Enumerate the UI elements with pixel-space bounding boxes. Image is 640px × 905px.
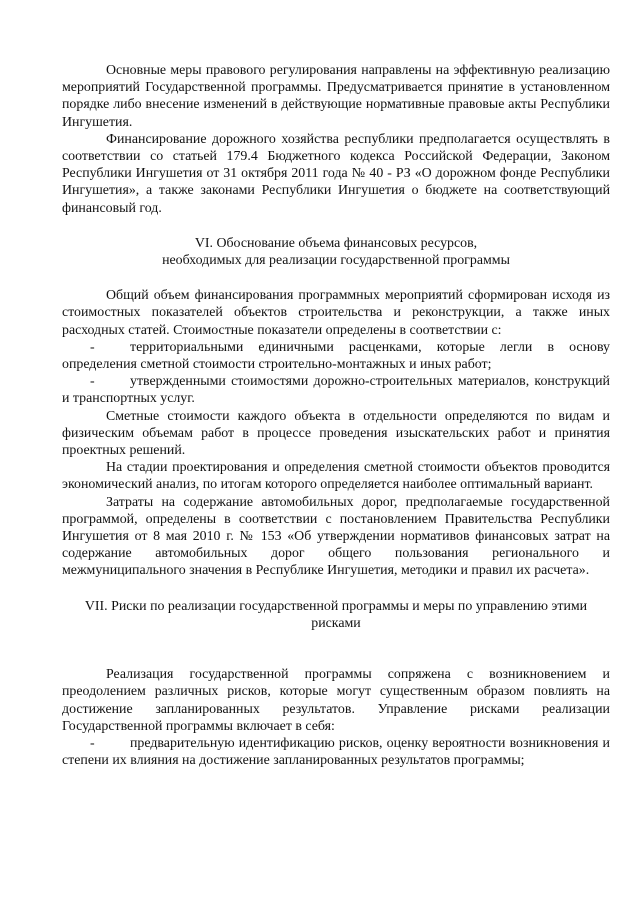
section-7-heading: VII. Риски по реализации государственной программы и меры по управлению этими рисками: [84, 598, 588, 631]
list-item: [62, 339, 610, 373]
paragraph-estimated-costs: Сметные стоимости каждого объекта в отдельности определяются по видам и физическим объемам работ в процессе проведения изыскательских работ и принятия проектных решений.: [62, 408, 610, 459]
bullet-dash: -: [90, 339, 95, 355]
section-6-heading-line-2: необходимых для реализации государственной программы: [162, 253, 510, 269]
section-6-heading-line-1: VI. Обоснование объема финансовых ресурсов,: [194, 235, 478, 251]
document-page: [62, 62, 610, 769]
bullet-dash: -: [90, 374, 95, 390]
paragraph-legal-regulation: Основные меры правового регулирования направлены на эффективную реализацию мероприятий Государственной программы. Предусматривается принятие в установленном порядке либо внесение изменений в действующие нормативные правовые акты Республики Ингушетия.: [62, 63, 610, 130]
paragraph-maintenance-costs: Затраты на содержание автомобильных дорог, предполагаемые государственной программой, определены в соответствии с постановлением Правительства Республики Ингушетия от 8 мая 2010 г. № 153 «Об утверждении нормативов финансовых затрат на содержание автомобильных дорог общего пользования регионального и межмуниципального значения в Республике Ингушетия, методики и правил их расчета».: [62, 494, 610, 579]
list-item-text: предварительную идентификацию рисков, оценку вероятности возникновения и степени их влияния на достижение запланированных результатов программы;: [62, 735, 610, 769]
paragraph-road-financing: Финансирование дорожного хозяйства республики предполагается осуществлять в соответствии со статьей 179.4 Бюджетного кодекса Российской Федерации, Законом Республики Ингушетия от 31 октября 2011 года № 40 - РЗ «О дорожном фонде Республики Ингушетия», а также законами Республики Ингушетия о бюджете на соответствующий финансовый год.: [62, 131, 610, 216]
bullet-dash: -: [90, 735, 95, 751]
paragraph-total-financing: Общий объем финансирования программных мероприятий сформирован исходя из стоимостных показателей объектов строительства и реконструкции, а также иных расходных статей. Стоимостные показатели определены в соответствии с:: [62, 288, 610, 338]
list-item: [62, 735, 610, 769]
paragraph-risks: Реализация государственной программы сопряжена с возникновением и преодолением различных рисков, которые могут существенным образом повлиять на достижение запланированных результатов. Управление рисками реализации Государственной программы включает в себя:: [62, 667, 610, 734]
list-item-text: территориальными единичными расценками, которые легли в основу определения сметной стоимости строительно-монтажных и иных работ;: [62, 339, 610, 373]
paragraph-economic-analysis: На стадии проектирования и определения сметной стоимости объектов проводится экономический анализ, по итогам которого определяется наиболее оптимальный вариант.: [62, 460, 610, 493]
list-item-text: утвержденными стоимостями дорожно-строительных материалов, конструкций и транспортных услуг.: [62, 374, 610, 407]
list-item: [62, 373, 610, 407]
